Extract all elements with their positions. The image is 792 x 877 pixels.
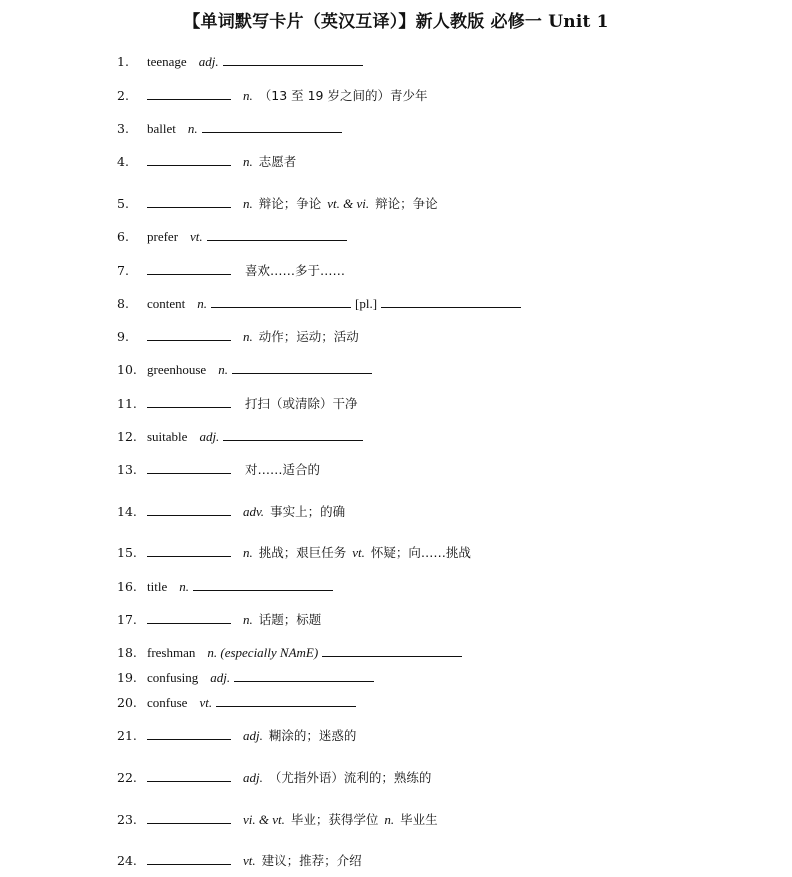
answer-blank[interactable] xyxy=(216,694,356,707)
answer-blank[interactable] xyxy=(147,87,231,100)
item-number: 13. xyxy=(117,462,137,477)
item-meaning: （13 至 19 岁之间的）青少年 xyxy=(258,88,428,103)
list-item xyxy=(0,461,792,479)
item-number: 10. xyxy=(117,362,137,377)
answer-blank[interactable] xyxy=(147,195,231,208)
item-number: 3. xyxy=(117,121,129,136)
item-pos: adj. xyxy=(243,770,263,785)
item-word: greenhouse xyxy=(147,362,207,377)
item-number: 2. xyxy=(117,88,129,103)
list-item xyxy=(0,295,792,313)
item-pos: n. xyxy=(243,612,253,627)
item-pos: adj. xyxy=(199,429,220,444)
item-meaning: 糊涂的；迷惑的 xyxy=(268,728,357,743)
item-number: 8. xyxy=(117,296,129,311)
item-pos: n. xyxy=(243,545,253,560)
item-word: confuse xyxy=(147,695,188,710)
item-number: 14. xyxy=(117,504,137,519)
item-word: title xyxy=(147,579,168,594)
item-pos: n. xyxy=(243,196,253,211)
list-item xyxy=(0,769,792,787)
list-item xyxy=(0,811,792,829)
answer-blank[interactable] xyxy=(147,852,231,865)
item-pos: adj. xyxy=(198,54,219,69)
list-item xyxy=(0,120,792,138)
item-number: 6. xyxy=(117,229,129,244)
item-word: confusing xyxy=(147,670,199,685)
list-item xyxy=(0,262,792,280)
item-number: 22. xyxy=(117,770,137,785)
answer-blank[interactable] xyxy=(232,361,372,374)
answer-blank[interactable] xyxy=(147,811,231,824)
list-item xyxy=(0,644,792,662)
item-word: prefer xyxy=(147,229,179,244)
item-pos-2: vt. xyxy=(352,545,365,560)
item-pos: n. xyxy=(179,579,189,594)
list-item xyxy=(0,395,792,413)
item-meaning-2: 辩论；争论 xyxy=(375,196,438,211)
item-meaning: 事实上；的确 xyxy=(270,504,346,519)
answer-blank[interactable] xyxy=(147,262,231,275)
item-pos: n. xyxy=(187,121,198,136)
item-number: 20. xyxy=(117,695,137,710)
plural-label: [pl.] xyxy=(355,296,378,311)
item-pos-2: n. xyxy=(384,812,395,827)
item-number: 17. xyxy=(117,612,137,627)
item-number: 1. xyxy=(117,54,129,69)
item-number: 24. xyxy=(117,853,137,868)
answer-blank[interactable] xyxy=(223,428,363,441)
item-pos: n. xyxy=(218,362,228,377)
item-meaning: 挑战；艰巨任务 xyxy=(258,545,347,560)
item-meaning: 动作；运动；活动 xyxy=(258,329,359,344)
item-pos: n. xyxy=(243,329,253,344)
item-meaning: 辩论；争论 xyxy=(258,196,322,211)
item-number: 15. xyxy=(117,545,137,560)
item-meaning-2: 毕业生 xyxy=(400,812,438,827)
list-item xyxy=(0,694,792,712)
item-meaning: 喜欢……多于…… xyxy=(245,263,346,278)
item-word: ballet xyxy=(147,121,176,136)
list-item xyxy=(0,611,792,629)
item-number: 11. xyxy=(117,396,137,411)
answer-blank[interactable] xyxy=(234,669,374,682)
item-meaning: 打扫（或清除）干净 xyxy=(245,396,358,411)
item-number: 21. xyxy=(117,728,137,743)
item-word: freshman xyxy=(147,645,196,660)
item-meaning: 建议；推荐；介绍 xyxy=(261,853,362,868)
answer-blank[interactable] xyxy=(322,644,462,657)
page-title xyxy=(0,7,792,32)
list-item xyxy=(0,727,792,745)
list-item xyxy=(0,228,792,246)
answer-blank[interactable] xyxy=(202,120,342,133)
item-pos: n. (especially NAmE) xyxy=(207,645,319,660)
item-word: teenage xyxy=(147,54,187,69)
list-item xyxy=(0,53,792,71)
item-word: content xyxy=(147,296,186,311)
item-pos: n. xyxy=(243,88,253,103)
item-meaning: 毕业；获得学位 xyxy=(290,812,379,827)
item-number: 4. xyxy=(117,154,129,169)
answer-blank[interactable] xyxy=(207,228,347,241)
item-number: 19. xyxy=(117,670,137,685)
item-meaning: 话题；标题 xyxy=(258,612,322,627)
list-item xyxy=(0,361,792,379)
item-number: 12. xyxy=(117,429,137,444)
list-item xyxy=(0,195,792,213)
item-pos: n. xyxy=(197,296,208,311)
item-meaning: （尤指外语）流利的；熟练的 xyxy=(268,770,432,785)
item-pos: adj. xyxy=(243,728,263,743)
item-number: 5. xyxy=(117,196,129,211)
answer-blank[interactable] xyxy=(147,153,231,166)
answer-blank[interactable] xyxy=(223,53,363,66)
list-item xyxy=(0,544,792,562)
list-item xyxy=(0,669,792,687)
item-pos: adj. xyxy=(210,670,231,685)
answer-blank-plural[interactable] xyxy=(381,295,521,308)
answer-blank[interactable] xyxy=(147,395,231,408)
item-meaning-2: 怀疑；向……挑战 xyxy=(370,545,471,560)
item-pos: vi. & vt. xyxy=(243,812,285,827)
answer-blank[interactable] xyxy=(147,544,231,557)
title-cn: 【单词默写卡片（英汉互译）】新人教版 必修一 xyxy=(183,12,549,32)
item-pos: n. xyxy=(243,154,253,169)
item-pos: vt. xyxy=(243,853,256,868)
item-pos: adv. xyxy=(243,504,265,519)
title-unit: Unit 1 xyxy=(548,12,609,32)
list-item xyxy=(0,328,792,346)
item-pos: vt. xyxy=(199,695,213,710)
list-item xyxy=(0,503,792,521)
item-number: 16. xyxy=(117,579,137,594)
answer-blank[interactable] xyxy=(193,578,333,591)
item-word: suitable xyxy=(147,429,188,444)
item-number: 18. xyxy=(117,645,137,660)
list-item xyxy=(0,428,792,446)
list-item xyxy=(0,87,792,105)
list-item xyxy=(0,578,792,596)
list-item xyxy=(0,153,792,171)
item-number: 7. xyxy=(117,263,129,278)
answer-blank[interactable] xyxy=(147,461,231,474)
answer-blank[interactable] xyxy=(211,295,351,308)
answer-blank[interactable] xyxy=(147,611,231,624)
answer-blank[interactable] xyxy=(147,328,231,341)
answer-blank[interactable] xyxy=(147,503,231,516)
answer-blank[interactable] xyxy=(147,769,231,782)
list-item xyxy=(0,852,792,870)
item-number: 23. xyxy=(117,812,137,827)
answer-blank[interactable] xyxy=(147,727,231,740)
item-pos-2: vt. & vi. xyxy=(327,196,370,211)
item-meaning: 对……适合的 xyxy=(245,462,321,477)
item-meaning: 志愿者 xyxy=(258,154,297,169)
item-pos: vt. xyxy=(190,229,203,244)
item-number: 9. xyxy=(117,329,129,344)
